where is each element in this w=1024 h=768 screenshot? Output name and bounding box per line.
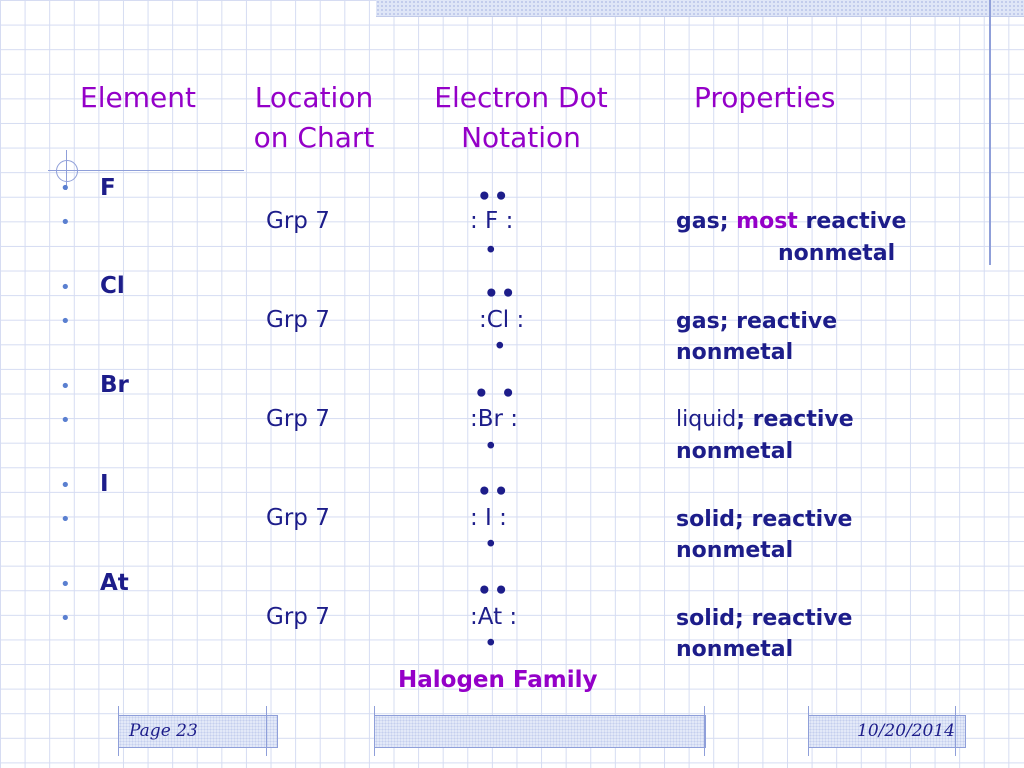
header-properties: Properties bbox=[694, 81, 836, 114]
bullet: • bbox=[60, 509, 71, 530]
bullet: • bbox=[60, 376, 71, 397]
properties-line2: nonmetal bbox=[676, 340, 794, 365]
footer-tick bbox=[374, 706, 375, 756]
electron-dot-bottom: • bbox=[493, 334, 507, 360]
electron-dots-top: • • bbox=[474, 381, 518, 407]
footer-tick bbox=[808, 706, 809, 756]
electron-dot-bottom: • bbox=[484, 238, 498, 264]
crosshair-ornament bbox=[48, 150, 248, 190]
element-symbol: F bbox=[100, 175, 116, 201]
electron-dots-top: •• bbox=[484, 281, 518, 307]
properties-line1 bbox=[676, 206, 906, 237]
footer-page-box bbox=[118, 715, 278, 748]
bullet: • bbox=[60, 212, 71, 233]
top-pattern-band bbox=[376, 0, 1024, 17]
bullet: • bbox=[60, 574, 71, 595]
properties-line1 bbox=[676, 404, 854, 435]
electron-dot-notation: :Cl : bbox=[479, 307, 525, 333]
footer-date-box bbox=[808, 715, 966, 748]
properties-line2: nonmetal bbox=[676, 637, 794, 662]
bullet: • bbox=[60, 410, 71, 431]
properties-line1: solid; reactive bbox=[676, 507, 853, 532]
group-location: Grp 7 bbox=[266, 307, 330, 333]
properties-line1: solid; reactive bbox=[676, 606, 853, 631]
electron-dot-notation: : F : bbox=[470, 208, 514, 234]
footer-tick bbox=[704, 706, 705, 756]
electron-dot-notation: :Br : bbox=[470, 406, 519, 432]
element-symbol: At bbox=[100, 570, 129, 596]
group-location: Grp 7 bbox=[266, 604, 330, 630]
group-location: Grp 7 bbox=[266, 406, 330, 432]
group-location: Grp 7 bbox=[266, 208, 330, 234]
page-number: Page 23 bbox=[129, 721, 198, 741]
electron-dot-bottom: • bbox=[484, 631, 498, 657]
properties-state: liquid bbox=[676, 407, 737, 432]
properties-desc: ; reactive bbox=[736, 407, 854, 432]
properties-state: gas; bbox=[676, 209, 737, 234]
header-location: Location on Chart bbox=[253, 81, 375, 154]
footer-tick bbox=[955, 706, 956, 756]
element-symbol: I bbox=[100, 471, 109, 497]
bullet: • bbox=[60, 608, 71, 629]
properties-line2: nonmetal bbox=[676, 538, 794, 563]
header-notation: Electron Dot Notation bbox=[434, 81, 608, 154]
properties-line2: nonmetal bbox=[676, 439, 794, 464]
electron-dot-notation: : I : bbox=[470, 505, 507, 531]
electron-dots-top: •• bbox=[477, 578, 511, 604]
properties-line1: gas; reactive bbox=[676, 309, 838, 334]
electron-dots-top: •• bbox=[477, 184, 511, 210]
footer-tick bbox=[266, 706, 267, 756]
bullet: • bbox=[60, 475, 71, 496]
footer-center-box bbox=[374, 715, 706, 748]
properties-desc: reactive bbox=[797, 209, 907, 234]
footer-tick bbox=[118, 706, 119, 756]
electron-dot-notation: :At : bbox=[470, 604, 518, 630]
electron-dots-top: •• bbox=[477, 479, 511, 505]
header-element: Element bbox=[80, 81, 196, 114]
element-symbol: Cl bbox=[100, 273, 125, 299]
electron-dot-bottom: • bbox=[484, 532, 498, 558]
bullet: • bbox=[60, 277, 71, 298]
group-location: Grp 7 bbox=[266, 505, 330, 531]
footer-date: 10/20/2014 bbox=[857, 721, 955, 741]
bullet: • bbox=[60, 178, 71, 199]
properties-line2: nonmetal bbox=[778, 241, 896, 266]
element-symbol: Br bbox=[100, 372, 129, 398]
caption-halogen-family: Halogen Family bbox=[398, 667, 598, 693]
electron-dot-bottom: • bbox=[484, 434, 498, 460]
right-accent-line bbox=[989, 0, 991, 265]
properties-emphasis: most bbox=[736, 209, 798, 234]
bullet: • bbox=[60, 311, 71, 332]
